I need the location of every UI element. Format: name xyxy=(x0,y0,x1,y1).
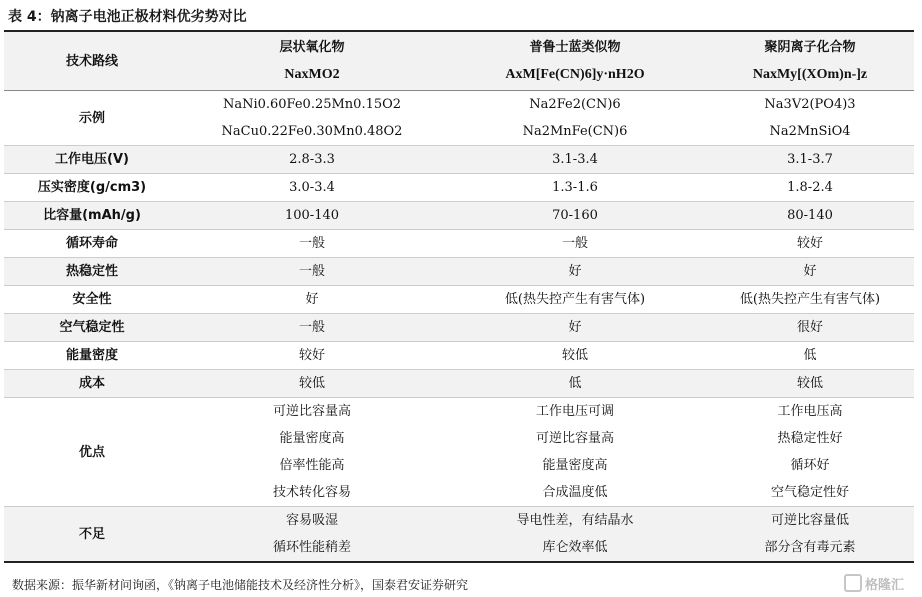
header-prussian-blue-formula: AxM[Fe(CN)6]y·nH2O xyxy=(505,67,645,82)
table-row xyxy=(4,258,914,286)
row-label: 成本 xyxy=(78,376,105,391)
cell-line: 一般 xyxy=(298,264,325,279)
table-cell xyxy=(444,91,706,146)
table-cell xyxy=(706,91,914,146)
row-label: 热稳定性 xyxy=(65,264,118,279)
row-label: 安全性 xyxy=(72,292,112,307)
watermark-text: 格隆汇 xyxy=(864,578,904,593)
cell-line: 库仑效率低 xyxy=(542,540,608,555)
table-cell xyxy=(706,202,914,230)
table-cell xyxy=(706,370,914,398)
header-polyanion-formula: NaxMy[(XOm)n-]z xyxy=(752,67,868,82)
data-source-note: 数据来源：振华新材问询函，《钠离子电池储能技术及经济性分析》，国泰君安证券研究 xyxy=(12,578,469,592)
table-row xyxy=(4,507,914,563)
table-cell xyxy=(444,202,706,230)
table-cell xyxy=(706,286,914,314)
table-row xyxy=(4,342,914,370)
table-cell xyxy=(706,342,914,370)
cell-line: 工作电压可调 xyxy=(535,404,614,419)
table-row xyxy=(4,370,914,398)
cell-line: Na2MnSiO4 xyxy=(769,124,851,139)
table-header-row xyxy=(4,31,914,91)
cell-line: 能量密度高 xyxy=(279,431,345,446)
cell-line: 循环性能稍差 xyxy=(272,540,351,555)
table-cell xyxy=(180,286,444,314)
cell-line: Na2Fe2(CN)6 xyxy=(529,97,621,112)
cell-line: 合成温度低 xyxy=(542,485,608,500)
cell-line: 一般 xyxy=(561,236,588,251)
header-layered-oxide-formula: NaxMO2 xyxy=(284,67,340,82)
header-layered-oxide-name: 层状氧化物 xyxy=(279,40,345,55)
cell-line: 很好 xyxy=(796,320,823,335)
table-cell xyxy=(444,230,706,258)
cell-line: 好 xyxy=(568,320,582,335)
header-prussian-blue-name: 普鲁士蓝类似物 xyxy=(529,40,621,55)
table-cell xyxy=(180,314,444,342)
cell-line: 3.1-3.4 xyxy=(552,152,598,167)
cell-line: 3.0-3.4 xyxy=(289,180,335,195)
cell-line: 较好 xyxy=(796,236,823,251)
table-cell xyxy=(444,286,706,314)
row-label: 压实密度(g/cm3) xyxy=(37,180,147,195)
cell-line: 1.8-2.4 xyxy=(787,180,833,195)
cell-line: 好 xyxy=(305,292,319,307)
cell-line: NaNi0.60Fe0.25Mn0.15O2 xyxy=(222,97,402,112)
row-label: 比容量(mAh/g) xyxy=(43,208,141,223)
watermark-logo-icon xyxy=(844,574,862,592)
table-cell xyxy=(706,174,914,202)
cell-line: Na3V2(PO4)3 xyxy=(764,97,856,112)
cell-line: 较低 xyxy=(298,376,325,391)
table-cell xyxy=(180,507,444,563)
table-cell xyxy=(444,370,706,398)
table-cell xyxy=(180,202,444,230)
table-row xyxy=(4,286,914,314)
cell-line: 70-160 xyxy=(552,208,598,223)
cell-line: 低(热失控产生有害气体) xyxy=(739,292,881,307)
table-row xyxy=(4,230,914,258)
cell-line: 好 xyxy=(803,264,817,279)
cell-line: 容易吸湿 xyxy=(285,513,338,528)
cell-line: 低 xyxy=(803,348,817,363)
row-label: 优点 xyxy=(78,444,105,460)
table-row xyxy=(4,146,914,174)
table-cell xyxy=(180,342,444,370)
cell-line: 可逆比容量高 xyxy=(272,404,351,419)
table-row xyxy=(4,174,914,202)
cell-line: 2.8-3.3 xyxy=(289,152,335,167)
row-label: 不足 xyxy=(78,526,105,542)
cell-line: 倍率性能高 xyxy=(279,458,345,473)
cell-line: 导电性差，有结晶水 xyxy=(516,513,634,528)
table-cell xyxy=(706,398,914,507)
comparison-table xyxy=(4,30,914,563)
cell-line: 低 xyxy=(568,376,582,391)
header-layered-oxide xyxy=(180,31,444,91)
table-cell xyxy=(444,174,706,202)
table-caption: 表 4：钠离子电池正极材料优劣势对比 xyxy=(8,9,247,25)
cell-line: 3.1-3.7 xyxy=(787,152,833,167)
table-cell xyxy=(444,146,706,174)
table-cell xyxy=(706,507,914,563)
row-label: 循环寿命 xyxy=(65,236,118,251)
cell-line: 好 xyxy=(568,264,582,279)
table-row xyxy=(4,202,914,230)
table-cell xyxy=(180,258,444,286)
cell-line: 工作电压高 xyxy=(777,404,843,419)
table-row xyxy=(4,91,914,146)
table-row xyxy=(4,398,914,507)
table-cell xyxy=(706,146,914,174)
watermark xyxy=(844,574,904,593)
header-polyanion-name: 聚阴离子化合物 xyxy=(764,40,856,55)
table-cell xyxy=(444,507,706,563)
cell-line: 循环好 xyxy=(790,458,830,473)
cell-line: 一般 xyxy=(298,236,325,251)
cell-line: 可逆比容量低 xyxy=(770,513,849,528)
table-cell xyxy=(180,370,444,398)
table-cell xyxy=(180,398,444,507)
table-cell xyxy=(706,230,914,258)
table-cell xyxy=(444,314,706,342)
cell-line: 部分含有毒元素 xyxy=(764,540,856,555)
row-label: 示例 xyxy=(78,110,105,126)
cell-line: 热稳定性好 xyxy=(777,431,843,446)
cell-line: 1.3-1.6 xyxy=(552,180,598,195)
cell-line: 低(热失控产生有害气体) xyxy=(504,292,646,307)
table-cell xyxy=(180,91,444,146)
cell-line: 较低 xyxy=(796,376,823,391)
table-cell xyxy=(180,230,444,258)
header-tech-route: 技术路线 xyxy=(65,53,118,69)
cell-line: 能量密度高 xyxy=(542,458,608,473)
row-label: 能量密度 xyxy=(65,348,118,363)
cell-line: 80-140 xyxy=(787,208,833,223)
table-cell xyxy=(180,174,444,202)
row-label: 空气稳定性 xyxy=(59,320,125,335)
table-row xyxy=(4,314,914,342)
table-cell xyxy=(180,146,444,174)
table-body xyxy=(4,91,914,563)
table-cell xyxy=(706,258,914,286)
header-polyanion xyxy=(706,31,914,91)
table-cell xyxy=(706,314,914,342)
table-cell xyxy=(444,398,706,507)
cell-line: 100-140 xyxy=(284,208,340,223)
cell-line: 一般 xyxy=(298,320,325,335)
cell-line: 技术转化容易 xyxy=(272,485,351,500)
table-cell xyxy=(444,258,706,286)
cell-line: 较低 xyxy=(561,348,588,363)
cell-line: 空气稳定性好 xyxy=(770,485,849,500)
cell-line: 较好 xyxy=(298,348,325,363)
row-label: 工作电压(V) xyxy=(55,152,129,167)
cell-line: 可逆比容量高 xyxy=(535,431,614,446)
cell-line: Na2MnFe(CN)6 xyxy=(522,124,628,139)
table-cell xyxy=(444,342,706,370)
header-prussian-blue xyxy=(444,31,706,91)
cell-line: NaCu0.22Fe0.30Mn0.48O2 xyxy=(221,124,403,139)
